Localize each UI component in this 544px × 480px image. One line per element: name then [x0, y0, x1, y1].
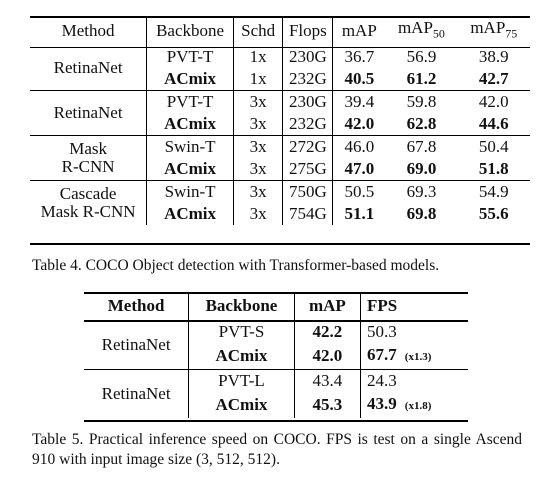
t5-fps-value: 67.7 — [367, 345, 397, 365]
table-row — [30, 181, 530, 204]
t4-cell-map: 40.5 — [333, 68, 385, 91]
table-row — [84, 370, 468, 393]
t5-method-cell: RetinaNet — [84, 370, 189, 419]
table-row — [30, 46, 530, 68]
t4-cell-backbone: ACmix — [147, 113, 234, 136]
t4-cell-schd: 3x — [233, 136, 282, 159]
t5-cell-fps — [361, 393, 468, 418]
t4-method-cell — [30, 91, 147, 136]
t4-cell-backbone: PVT-T — [147, 46, 234, 68]
t4-cell-map50: 69.0 — [406, 159, 437, 178]
t4-cell-flops: 232G — [283, 113, 333, 136]
t4-cell-schd: 3x — [233, 91, 282, 114]
t5-fps-value: 43.9 — [367, 394, 397, 414]
t4-cell-map: 50.5 — [333, 181, 385, 204]
t4-cell-map: 39.4 — [333, 91, 385, 114]
t4-cell-map75: 51.8 — [478, 159, 509, 178]
t5-speedup: (x1.3) — [404, 351, 432, 364]
t5-method-cell: RetinaNet — [84, 321, 189, 370]
t4-method-cell — [30, 136, 147, 181]
t4-header-map-text: mAP — [341, 21, 377, 40]
t4-header-map75 — [458, 16, 530, 46]
t5-speedup: (x1.8) — [404, 400, 432, 413]
t5-cell-fps — [361, 370, 468, 393]
t4-cell-map75: 42.7 — [478, 69, 509, 88]
t4-header-flops: Flops — [283, 16, 333, 46]
t4-cell-backbone: Swin-T — [147, 181, 234, 204]
t4-header-map75-text: mAP — [470, 18, 506, 38]
table4 — [30, 16, 530, 225]
t5-cell-fps — [361, 321, 468, 344]
t4-cell-map75: 50.4 — [458, 136, 530, 159]
t5-header-method: Method — [107, 296, 165, 315]
t4-header-map50-text: mAP — [397, 18, 433, 38]
t5-cell-fps — [361, 344, 468, 370]
t4-header-map — [333, 16, 385, 46]
t4-cell-map: 46.0 — [333, 136, 385, 159]
t4-header-schd: Schd — [233, 16, 282, 46]
t4-cell-flops: 754G — [283, 203, 333, 225]
t4-header-map50-sub: 50 — [432, 26, 445, 41]
table5-caption: Table 5. Practical inference speed on COCO. FPS is test on a single Ascend 910 with input image size (3, 512, 512). — [32, 431, 522, 468]
t4-method-label: Cascade — [59, 184, 117, 203]
t4-cell-flops: 750G — [283, 181, 333, 204]
t4-header-map50 — [385, 16, 457, 46]
t5-cell-map: 42.2 — [294, 321, 360, 344]
t4-header-method: Method — [61, 21, 115, 40]
t4-cell-backbone: PVT-T — [147, 91, 234, 114]
t4-cell-map50: 61.2 — [406, 69, 437, 88]
t4-cell-flops: 232G — [283, 68, 333, 91]
table5-body — [84, 321, 468, 419]
t4-cell-backbone: Swin-T — [147, 136, 234, 159]
t5-fps-value: 50.3 — [367, 322, 397, 342]
t4-cell-backbone: ACmix — [147, 203, 234, 225]
t5-header-fps: FPS — [361, 292, 468, 321]
t5-cell-backbone: ACmix — [189, 344, 295, 370]
table4-body — [30, 46, 530, 225]
t4-cell-schd: 1x — [233, 46, 282, 68]
t4-method-label: R-CNN — [61, 157, 115, 176]
t4-method-label: RetinaNet — [53, 103, 123, 122]
t5-cell-map: 43.4 — [294, 370, 360, 393]
t4-cell-map50: 56.9 — [406, 47, 437, 66]
t4-cell-map50: 67.8 — [385, 136, 457, 159]
t4-cell-map: 42.0 — [333, 113, 385, 136]
t5-cell-backbone: PVT-L — [189, 370, 295, 393]
t5-fps-value: 24.3 — [367, 371, 397, 391]
t5-header-backbone: Backbone — [189, 292, 295, 321]
table4-caption: Table 4. COCO Object detection with Transformer-based models. — [32, 257, 440, 274]
t4-cell-map: 36.7 — [333, 46, 385, 68]
t4-method-label: RetinaNet — [53, 58, 123, 77]
t4-cell-schd: 3x — [233, 181, 282, 204]
t4-cell-map: 47.0 — [333, 158, 385, 181]
t4-cell-flops: 230G — [283, 91, 333, 114]
t4-cell-map50: 69.8 — [406, 204, 437, 223]
t4-cell-schd: 3x — [233, 113, 282, 136]
t5-header-map: mAP — [294, 292, 360, 321]
table-row — [30, 136, 530, 159]
t4-cell-map75: 38.9 — [478, 47, 509, 66]
t4-cell-schd: 1x — [233, 68, 282, 91]
t4-method-cell — [30, 181, 147, 226]
t4-cell-flops: 275G — [283, 158, 333, 181]
t4-cell-map75: 54.9 — [458, 181, 530, 204]
t4-cell-backbone: ACmix — [147, 68, 234, 91]
t4-cell-schd: 3x — [233, 203, 282, 225]
t4-cell-schd: 3x — [233, 158, 282, 181]
t5-cell-map: 45.3 — [294, 393, 360, 418]
t5-cell-map: 42.0 — [294, 344, 360, 370]
table4-bottom-rule — [30, 243, 530, 245]
t4-method-cell — [30, 46, 147, 91]
t4-cell-map75: 42.0 — [458, 91, 530, 114]
table-row — [84, 321, 468, 344]
t5-cell-backbone: ACmix — [189, 393, 295, 418]
t4-method-label: Mask — [69, 139, 107, 158]
table5 — [84, 292, 468, 418]
t4-cell-map50: 62.8 — [406, 114, 437, 133]
t4-cell-flops: 272G — [283, 136, 333, 159]
t4-cell-map: 51.1 — [333, 203, 385, 225]
table-row — [30, 91, 530, 114]
t4-cell-backbone: ACmix — [147, 158, 234, 181]
t5-cell-backbone: PVT-S — [189, 321, 295, 344]
t4-cell-map75: 55.6 — [478, 204, 509, 223]
t4-cell-map50: 69.3 — [385, 181, 457, 204]
t4-cell-map75: 44.6 — [478, 114, 509, 133]
t4-cell-map50: 59.8 — [385, 91, 457, 114]
t4-header-backbone: Backbone — [147, 16, 234, 46]
t4-method-label: Mask R-CNN — [40, 202, 136, 221]
table5-bottom-rule — [84, 420, 468, 422]
t4-header-map75-sub: 75 — [505, 26, 518, 41]
t4-cell-flops: 230G — [283, 46, 333, 68]
